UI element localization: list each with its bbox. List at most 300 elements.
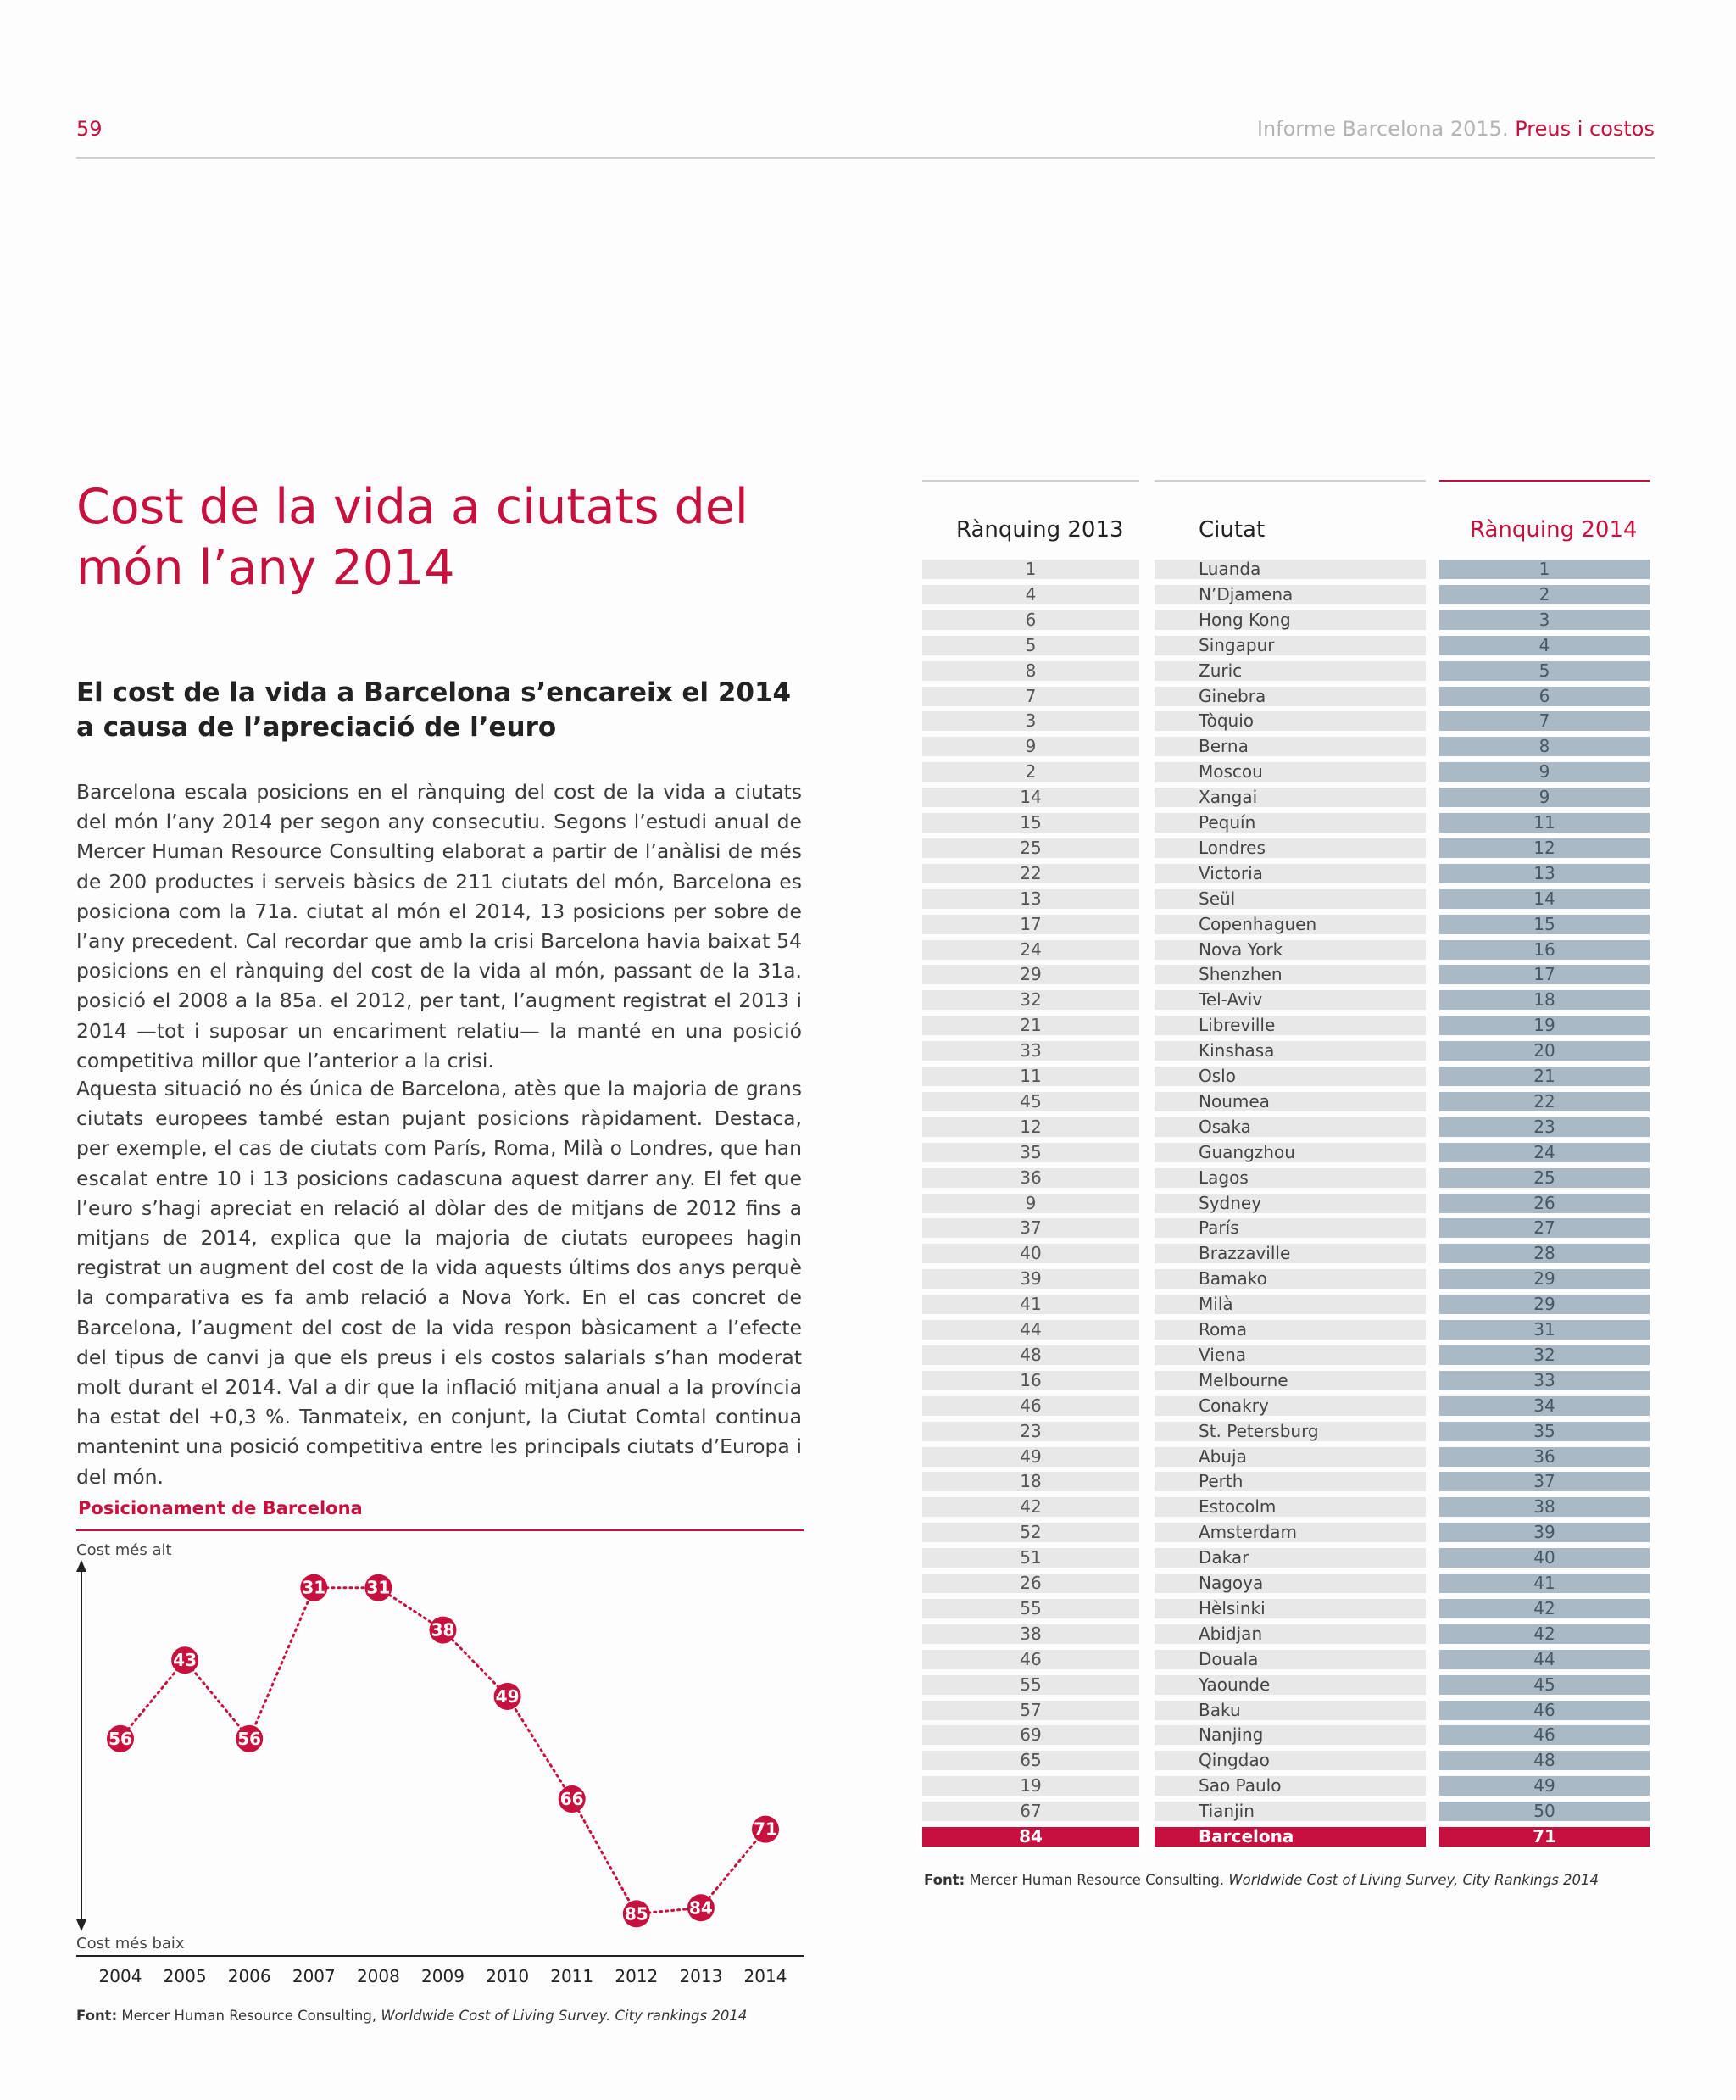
rank-2014-cell: 34: [1439, 1396, 1650, 1416]
rank-2013-cell: 6: [922, 610, 1139, 630]
city-name: Dakar: [1199, 1547, 1249, 1568]
rank-2013-cell: 2: [922, 762, 1139, 782]
rank-2013-cell: 13: [922, 889, 1139, 909]
x-tick-label: 2008: [356, 1966, 400, 1986]
city-name: Kinshasa: [1199, 1040, 1275, 1061]
rank-2013-cell: 5: [922, 636, 1139, 655]
rank-2013-cell: 52: [922, 1523, 1139, 1542]
city-cell: [1155, 661, 1426, 681]
data-label: 66: [559, 1789, 584, 1810]
rank-2013-cell: 55: [922, 1599, 1139, 1618]
chart-title-divider: [76, 1529, 804, 1531]
rank-2013-cell: 45: [922, 1092, 1139, 1111]
table-row: [922, 711, 1650, 731]
rank-2013-cell: 57: [922, 1701, 1139, 1720]
rank-2013-cell: 24: [922, 940, 1139, 960]
city-name: Brazzaville: [1199, 1243, 1291, 1264]
city-cell: [1155, 940, 1426, 960]
city-cell: [1155, 1599, 1426, 1618]
city-name: Singapur: [1199, 634, 1275, 655]
city-name: Pequín: [1199, 812, 1256, 833]
table-row: [922, 1269, 1650, 1289]
city-cell: [1155, 585, 1426, 604]
table-row: [922, 838, 1650, 858]
table-row: [922, 1371, 1650, 1390]
rank-2014-cell: 38: [1439, 1497, 1650, 1517]
city-cell: [1155, 1244, 1426, 1263]
city-name: Sydney: [1199, 1192, 1262, 1213]
city-cell: [1155, 1041, 1426, 1061]
city-name: Qingdao: [1199, 1750, 1270, 1771]
city-name: Hèlsinki: [1199, 1597, 1266, 1618]
table-row: [922, 1422, 1650, 1441]
table-row: [922, 965, 1650, 984]
data-label: 31: [302, 1577, 326, 1598]
arrow-up-icon: [76, 1560, 86, 1572]
x-tick-label: 2005: [163, 1966, 207, 1986]
city-name: Amsterdam: [1199, 1522, 1298, 1543]
rank-2014-cell: 24: [1439, 1143, 1650, 1162]
rank-2013-cell: 65: [922, 1751, 1139, 1770]
rank-2013-cell: 7: [922, 687, 1139, 706]
data-label: 49: [495, 1685, 520, 1707]
rank-2014-cell: 71: [1439, 1827, 1650, 1847]
rank-2014-cell: 35: [1439, 1422, 1650, 1441]
header-rule: [1155, 480, 1426, 482]
running-section: Preus i costos: [1515, 117, 1655, 141]
table-row: [922, 1194, 1650, 1213]
rank-2013-cell: 23: [922, 1422, 1139, 1441]
city-cell: [1155, 1523, 1426, 1542]
x-tick-label: 2009: [421, 1966, 465, 1986]
x-tick-label: 2004: [98, 1966, 142, 1986]
city-cell: [1155, 687, 1426, 706]
table-row: [922, 560, 1650, 579]
city-name: Seül: [1199, 888, 1236, 909]
table-row: [922, 1092, 1650, 1111]
rank-2013-cell: 48: [922, 1345, 1139, 1365]
city-cell: [1155, 1497, 1426, 1517]
city-cell: [1155, 1295, 1426, 1314]
table-row: [922, 990, 1650, 1010]
table-row: [922, 762, 1650, 782]
rank-2014-cell: 39: [1439, 1523, 1650, 1542]
rank-2013-cell: 39: [922, 1269, 1139, 1289]
rank-2014-cell: 12: [1439, 838, 1650, 858]
rank-2014-cell: 18: [1439, 990, 1650, 1010]
city-name: Sao Paulo: [1199, 1775, 1282, 1796]
table-row: [922, 915, 1650, 934]
chart-source-text: Mercer Human Resource Consulting,: [121, 2008, 377, 2024]
page-number: 59: [76, 117, 103, 141]
rank-2014-cell: 29: [1439, 1269, 1650, 1289]
rank-2013-cell: 35: [922, 1143, 1139, 1162]
rank-2014-cell: 14: [1439, 889, 1650, 909]
city-cell: [1155, 1218, 1426, 1238]
city-cell: [1155, 1143, 1426, 1162]
data-label: 84: [688, 1897, 713, 1919]
city-name: París: [1199, 1217, 1239, 1239]
rank-2013-cell: 25: [922, 838, 1139, 858]
column-header-city: Ciutat: [1199, 517, 1266, 543]
rank-2014-cell: 28: [1439, 1244, 1650, 1263]
city-cell: [1155, 1701, 1426, 1720]
table-row: [922, 1523, 1650, 1542]
city-name: Libreville: [1199, 1015, 1276, 1036]
rank-2013-cell: 21: [922, 1016, 1139, 1035]
city-cell: [1155, 1117, 1426, 1137]
rank-2013-cell: 15: [922, 813, 1139, 833]
city-name: Barcelona: [1199, 1826, 1294, 1847]
table-row: [922, 737, 1650, 756]
city-cell: [1155, 1168, 1426, 1188]
city-name: Nova York: [1199, 939, 1283, 960]
city-cell: [1155, 737, 1426, 756]
table-row: [922, 813, 1650, 833]
rank-2013-cell: 16: [922, 1371, 1139, 1390]
x-tick-label: 2011: [550, 1966, 594, 1986]
table-row: [922, 1776, 1650, 1796]
rank-2014-cell: 5: [1439, 661, 1650, 681]
chart-title: Posicionament de Barcelona: [78, 1498, 363, 1518]
rank-2014-cell: 45: [1439, 1675, 1650, 1695]
city-cell: [1155, 1371, 1426, 1390]
rank-2014-cell: 27: [1439, 1218, 1650, 1238]
city-name: Tel-Aviv: [1199, 989, 1263, 1011]
city-name: Noumea: [1199, 1090, 1270, 1111]
city-cell: [1155, 762, 1426, 782]
table-row: [922, 585, 1650, 604]
rank-2014-cell: 46: [1439, 1725, 1650, 1745]
city-name: Copenhaguen: [1199, 913, 1317, 934]
city-cell: [1155, 1422, 1426, 1441]
rank-2014-cell: 4: [1439, 636, 1650, 655]
rank-2014-cell: 3: [1439, 610, 1650, 630]
rank-2013-cell: 11: [922, 1067, 1139, 1086]
city-cell: [1155, 838, 1426, 858]
city-cell: [1155, 1574, 1426, 1593]
article-subtitle: El cost de la vida a Barcelona s’encareix el 2014 a causa de l’apreciació de l’euro: [76, 677, 792, 743]
rank-2013-cell: 22: [922, 864, 1139, 883]
rank-2014-cell: 44: [1439, 1650, 1650, 1669]
city-cell: [1155, 1650, 1426, 1669]
table-row: [922, 1472, 1650, 1491]
rank-2014-cell: 32: [1439, 1345, 1650, 1365]
data-label: 71: [754, 1819, 777, 1840]
table-row: [922, 940, 1650, 960]
rank-2013-cell: 44: [922, 1320, 1139, 1340]
table-row: [922, 1396, 1650, 1416]
city-cell: [1155, 1725, 1426, 1745]
rank-2013-cell: 4: [922, 585, 1139, 604]
rank-2013-cell: 40: [922, 1244, 1139, 1263]
city-name: Osaka: [1199, 1116, 1251, 1137]
city-name: Roma: [1199, 1319, 1247, 1340]
table-row-highlight: [922, 1827, 1650, 1847]
column-header-rank-2014: Rànquing 2014: [1470, 517, 1638, 543]
rank-2013-cell: 69: [922, 1725, 1139, 1745]
city-cell: [1155, 1447, 1426, 1467]
header-divider: [76, 157, 1655, 159]
rank-2014-cell: 31: [1439, 1320, 1650, 1340]
city-name: Lagos: [1199, 1167, 1249, 1188]
city-name: Viena: [1199, 1344, 1247, 1365]
table-row: [922, 1168, 1650, 1188]
city-name: Yaounde: [1199, 1674, 1271, 1695]
data-label: 38: [431, 1619, 455, 1640]
rank-2014-cell: 19: [1439, 1016, 1650, 1035]
table-row: [922, 1320, 1650, 1340]
x-tick-label: 2006: [227, 1966, 271, 1986]
table-row: [922, 687, 1650, 706]
rank-2014-cell: 42: [1439, 1624, 1650, 1644]
rank-2014-cell: 36: [1439, 1447, 1650, 1467]
city-name: St. Petersburg: [1199, 1420, 1319, 1441]
city-cell: [1155, 1016, 1426, 1035]
rank-2013-cell: 37: [922, 1218, 1139, 1238]
city-cell: [1155, 560, 1426, 579]
rank-2014-cell: 48: [1439, 1751, 1650, 1770]
rank-2013-cell: 12: [922, 1117, 1139, 1137]
city-name: Bamako: [1199, 1268, 1267, 1290]
city-cell: [1155, 1548, 1426, 1568]
city-cell: [1155, 1472, 1426, 1491]
x-tick-label: 2012: [615, 1966, 659, 1986]
rank-2014-cell: 17: [1439, 965, 1650, 984]
city-name: Nagoya: [1199, 1573, 1264, 1593]
table-row: [922, 1624, 1650, 1644]
rank-2014-cell: 16: [1439, 940, 1650, 960]
city-name: Baku: [1199, 1699, 1241, 1720]
header-rule: [1439, 480, 1650, 482]
data-label: 31: [366, 1577, 391, 1598]
city-cell: [1155, 889, 1426, 909]
running-header: [1257, 117, 1655, 141]
table-row: [922, 1218, 1650, 1238]
data-label: 85: [624, 1903, 648, 1925]
city-name: Nanjing: [1199, 1724, 1264, 1746]
rank-2013-cell: 29: [922, 965, 1139, 984]
rank-2014-cell: 2: [1439, 585, 1650, 604]
city-cell: [1155, 788, 1426, 807]
city-name: Hong Kong: [1199, 609, 1291, 630]
table-row: [922, 1701, 1650, 1720]
table-row: [922, 1751, 1650, 1770]
chart-source-label: Font:: [76, 2008, 118, 2024]
city-cell: [1155, 1269, 1426, 1289]
table-row: [922, 1295, 1650, 1314]
table-row: [922, 788, 1650, 807]
position-line-chart: [68, 1533, 814, 1999]
table-row: [922, 1016, 1650, 1035]
rank-2014-cell: 13: [1439, 864, 1650, 883]
city-name: Ginebra: [1199, 685, 1266, 706]
city-cell: [1155, 1194, 1426, 1213]
rank-2014-cell: 33: [1439, 1371, 1650, 1390]
table-row: [922, 1675, 1650, 1695]
data-label: 43: [173, 1650, 198, 1671]
rank-2013-cell: 8: [922, 661, 1139, 681]
rank-2014-cell: 9: [1439, 762, 1650, 782]
chart-source-title: Worldwide Cost of Living Survey. City rankings 2014: [381, 2008, 748, 2024]
rank-2014-cell: 25: [1439, 1168, 1650, 1188]
table-source-text: Mercer Human Resource Consulting.: [969, 1872, 1225, 1888]
x-tick-label: 2014: [743, 1966, 787, 1986]
rank-2014-cell: 22: [1439, 1092, 1650, 1111]
rank-2013-cell: 19: [922, 1776, 1139, 1796]
rank-2013-cell: 3: [922, 711, 1139, 731]
data-label: 56: [108, 1728, 132, 1749]
table-row: [922, 1041, 1650, 1061]
city-name: Tianjin: [1199, 1801, 1255, 1822]
table-row: [922, 1447, 1650, 1467]
rank-2014-cell: 49: [1439, 1776, 1650, 1796]
table-row: [922, 889, 1650, 909]
y-label-bottom: Cost més baix: [76, 1935, 185, 1952]
table-row: [922, 1244, 1650, 1263]
rank-2013-cell: 17: [922, 915, 1139, 934]
city-cell: [1155, 1675, 1426, 1695]
rank-2013-cell: 46: [922, 1650, 1139, 1669]
running-title: Informe Barcelona 2015.: [1256, 117, 1509, 141]
rank-2014-cell: 40: [1439, 1548, 1650, 1568]
table-row: [922, 1725, 1650, 1745]
city-name: Melbourne: [1199, 1369, 1288, 1390]
rank-2013-cell: 84: [922, 1827, 1139, 1847]
rank-2014-cell: 42: [1439, 1599, 1650, 1618]
rank-2014-cell: 50: [1439, 1802, 1650, 1821]
city-cell: [1155, 636, 1426, 655]
header-rule: [922, 480, 1139, 482]
rank-2013-cell: 55: [922, 1675, 1139, 1695]
city-name: Estocolm: [1199, 1496, 1277, 1518]
rank-2013-cell: 46: [922, 1396, 1139, 1416]
rank-2014-cell: 1: [1439, 560, 1650, 579]
rank-2013-cell: 9: [922, 1194, 1139, 1213]
city-name: Douala: [1199, 1648, 1259, 1669]
rank-2013-cell: 1: [922, 560, 1139, 579]
city-cell: [1155, 1751, 1426, 1770]
table-row: [922, 1599, 1650, 1618]
article-paragraph: Aquesta situació no és única de Barcelona, atès que la majoria de grans ciutats europees també estan pujant posicions ràpidament. Destaca, per exemple, el cas de ciutats com París, Roma, Milà o Londres, que han escalat entre 10 i 13 posicions cadascuna aquest darrer any. El fet que l’euro s’hagi apreciat en relació al dòlar des de mitjans de 2012 fins a mitjans de 2014, explica que la majoria de ciutats europees hagin registrat un augment del cost de la vida aquests últims dos anys perquè la comparativa es fa amb relació a Nova York. En el cas concret de Barcelona, l’augment del cost de la vida respon bàsicament a l’efecte del tipus de canvi ja que els preus i els costos salarials s’han moderat molt durant el 2014. Val a dir que la inflació mitjana anual a la província ha estat del +0,3 %. Tanmateix, en conjunt, la Ciutat Comtal continua mantenint una posició competitiva entre les principals ciutats d’Europa i del món.: [76, 1077, 802, 1489]
rank-2014-cell: 20: [1439, 1041, 1650, 1061]
city-name: Milà: [1199, 1294, 1233, 1315]
rank-2013-cell: 36: [922, 1168, 1139, 1188]
city-cell: [1155, 965, 1426, 984]
rank-2014-cell: 41: [1439, 1574, 1650, 1593]
rank-2014-cell: 7: [1439, 711, 1650, 731]
rank-2014-cell: 6: [1439, 687, 1650, 706]
rank-2013-cell: 33: [922, 1041, 1139, 1061]
table-row: [922, 1143, 1650, 1162]
rank-2013-cell: 67: [922, 1802, 1139, 1821]
city-name: Shenzhen: [1199, 964, 1283, 985]
city-cell: [1155, 813, 1426, 833]
article-title: Cost de la vida a ciutats del món l’any 2014: [76, 479, 748, 596]
city-name: Luanda: [1199, 559, 1261, 579]
rank-2013-cell: 41: [922, 1295, 1139, 1314]
x-tick-label: 2010: [486, 1966, 530, 1986]
rank-2014-cell: 29: [1439, 1295, 1650, 1314]
rank-2013-cell: 38: [922, 1624, 1139, 1644]
table-row: [922, 636, 1650, 655]
city-cell: [1155, 1345, 1426, 1365]
city-name: Guangzhou: [1199, 1141, 1295, 1162]
column-header-rank-2013: Rànquing 2013: [956, 517, 1124, 543]
city-name: Moscou: [1199, 761, 1263, 783]
data-label: 56: [237, 1728, 262, 1749]
city-name: Victoria: [1199, 862, 1263, 883]
city-cell: [1155, 1624, 1426, 1644]
table-row: [922, 1650, 1650, 1669]
rank-2013-cell: 51: [922, 1548, 1139, 1568]
rank-2013-cell: 42: [922, 1497, 1139, 1517]
rank-2013-cell: 18: [922, 1472, 1139, 1491]
rank-2014-cell: 26: [1439, 1194, 1650, 1213]
city-cell: [1155, 1067, 1426, 1086]
article-paragraph: Barcelona escala posicions en el rànquing del cost de la vida a ciutats del món l’any 2014 per segon any consecutiu. Segons l’estudi anual de Mercer Human Resource Consulting elaborat a partir de l’anàlisi de més de 200 productes i serveis bàsics de 211 ciutats del món, Barcelona es posiciona com la 71a. ciutat al món el 2014, 13 posicions per sobre de l’any precedent. Cal recordar que amb la crisi Barcelona havia baixat 54 posicions en el rànquing del cost de la vida al món, passant de la 31a. posició el 2008 a la 85a. el 2012, per tant, l’augment registrat el 2013 i 2014 —tot i suposar un encariment relatiu— la manté en una posició competitiva millor que l’anterior a la crisi.: [76, 780, 802, 1072]
table-row: [922, 1345, 1650, 1365]
city-name: Tòquio: [1199, 710, 1254, 732]
city-name: Abidjan: [1199, 1623, 1263, 1644]
city-name: Berna: [1199, 736, 1249, 757]
rank-2013-cell: 32: [922, 990, 1139, 1010]
city-name: Abuja: [1199, 1445, 1247, 1467]
city-name: Conakry: [1199, 1395, 1269, 1416]
city-cell: [1155, 1827, 1426, 1847]
table-row: [922, 661, 1650, 681]
city-name: Xangai: [1199, 787, 1258, 808]
arrow-down-icon: [76, 1919, 86, 1931]
table-source-label: Font:: [924, 1872, 965, 1888]
city-cell: [1155, 711, 1426, 731]
city-cell: [1155, 1320, 1426, 1340]
table-row: [922, 1497, 1650, 1517]
table-row: [922, 864, 1650, 883]
rank-2013-cell: 14: [922, 788, 1139, 807]
table-source-title: Worldwide Cost of Living Survey, City Rankings 2014: [1228, 1872, 1600, 1888]
city-name: N’Djamena: [1199, 583, 1294, 604]
rank-2013-cell: 26: [922, 1574, 1139, 1593]
city-cell: [1155, 990, 1426, 1010]
rank-2014-cell: 37: [1439, 1472, 1650, 1491]
x-tick-label: 2007: [292, 1966, 336, 1986]
rank-2014-cell: 11: [1439, 813, 1650, 833]
city-cell: [1155, 610, 1426, 630]
rank-2014-cell: 8: [1439, 737, 1650, 756]
city-cell: [1155, 1802, 1426, 1821]
x-tick-label: 2013: [679, 1966, 723, 1986]
city-cell: [1155, 915, 1426, 934]
table-row: [922, 1548, 1650, 1568]
city-name: Londres: [1199, 837, 1266, 858]
chart-source: [76, 2008, 747, 2024]
table-source: [924, 1872, 1599, 1888]
rank-2014-cell: 15: [1439, 915, 1650, 934]
city-cell: [1155, 1092, 1426, 1111]
rank-2013-cell: 49: [922, 1447, 1139, 1467]
table-row: [922, 1802, 1650, 1821]
city-cell: [1155, 1776, 1426, 1796]
city-cell: [1155, 1396, 1426, 1416]
city-name: Oslo: [1199, 1066, 1236, 1086]
table-row: [922, 1117, 1650, 1137]
rank-2014-cell: 23: [1439, 1117, 1650, 1137]
table-row: [922, 610, 1650, 630]
city-name: Perth: [1199, 1471, 1244, 1492]
rank-2014-cell: 46: [1439, 1701, 1650, 1720]
rank-2014-cell: 9: [1439, 788, 1650, 807]
